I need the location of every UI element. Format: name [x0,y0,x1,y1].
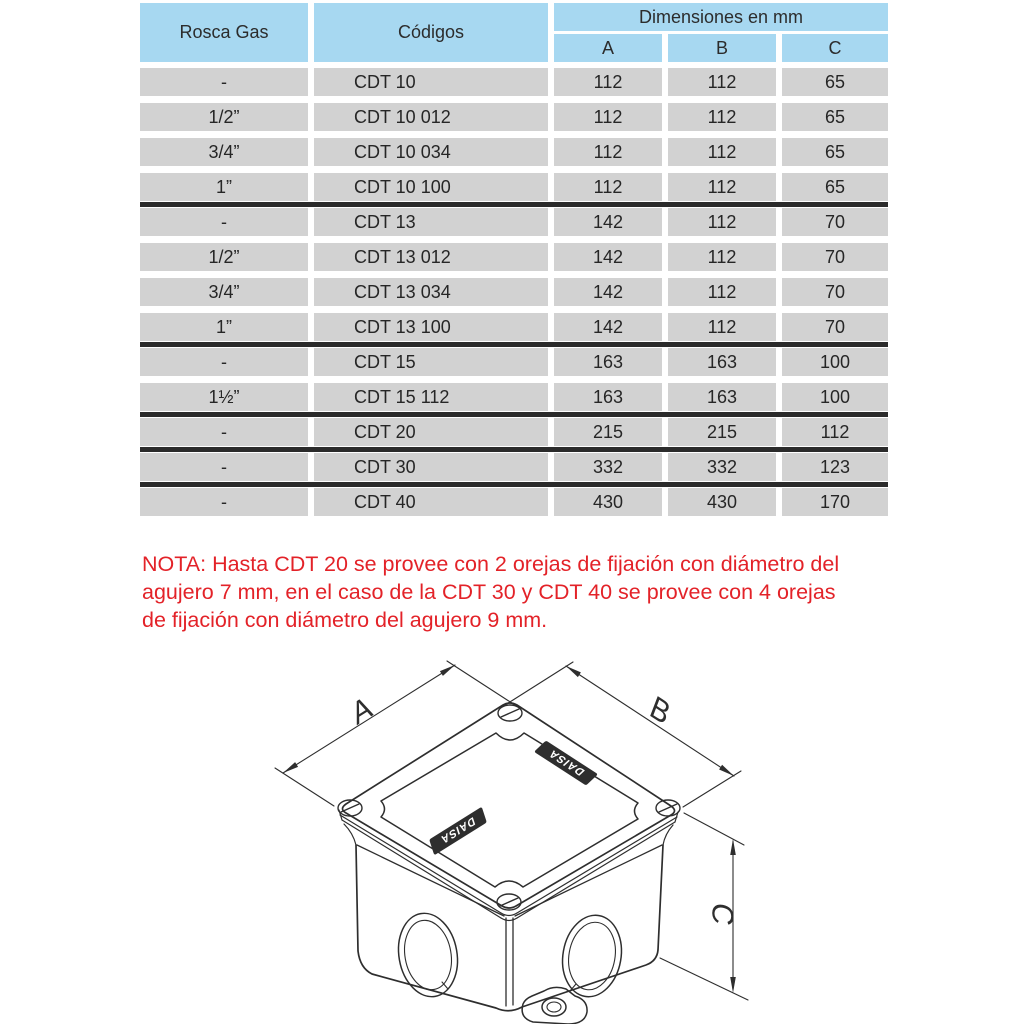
cell-b: 112 [668,173,776,201]
knockout-left [392,909,464,1002]
table-header [140,3,888,62]
cell-rosca: - [140,68,308,96]
table-row [140,418,888,446]
junction-box-svg [270,655,760,1024]
cell-codigo: CDT 30 [314,453,548,481]
header-col-a: A [554,34,662,62]
cell-c: 65 [782,173,888,201]
header-col-c: C [782,34,888,62]
cell-a: 142 [554,278,662,306]
table-row [140,103,888,131]
cell-rosca: - [140,418,308,446]
cell-rosca: 1” [140,173,308,201]
cell-rosca: 3/4” [140,138,308,166]
group-separator [140,447,888,452]
cell-c: 123 [782,453,888,481]
group-separator [140,482,888,487]
nota-line-1: NOTA: Hasta CDT 20 se provee con 2 orejas de fijación con diámetro del [142,552,840,576]
cell-c: 100 [782,348,888,376]
cell-codigo: CDT 20 [314,418,548,446]
cell-rosca: 1/2” [140,243,308,271]
cell-rosca: - [140,453,308,481]
cell-a: 163 [554,348,662,376]
cell-codigo: CDT 13 034 [314,278,548,306]
cell-b: 112 [668,208,776,236]
table-row [140,68,888,96]
cell-c: 170 [782,488,888,516]
cell-c: 100 [782,383,888,411]
cell-rosca: 1½” [140,383,308,411]
cell-c: 70 [782,243,888,271]
brand-plate-top [534,740,598,785]
junction-box-diagram [270,655,760,1024]
cell-b: 112 [668,68,776,96]
nota-line-2: agujero 7 mm, en el caso de la CDT 30 y CDT 40 se provee con 4 orejas [142,580,836,604]
lid-screws [338,705,680,910]
cell-b: 112 [668,103,776,131]
cell-rosca: 1/2” [140,103,308,131]
header-dimensiones: Dimensiones en mm [554,3,888,31]
table-row [140,488,888,516]
table-row [140,348,888,376]
cell-codigo: CDT 15 [314,348,548,376]
group-separator [140,412,888,417]
cell-codigo: CDT 13 [314,208,548,236]
cell-a: 112 [554,138,662,166]
lid-outline [339,703,678,921]
cell-c: 65 [782,103,888,131]
cell-a: 142 [554,313,662,341]
cell-codigo: CDT 13 100 [314,313,548,341]
dim-label-b: B [645,689,675,733]
header-codigos: Códigos [314,3,548,62]
spec-table [140,3,888,516]
cell-c: 70 [782,208,888,236]
cell-codigo: CDT 13 012 [314,243,548,271]
cell-a: 112 [554,173,662,201]
cell-codigo: CDT 10 012 [314,103,548,131]
table-body [140,68,888,516]
cell-b: 112 [668,138,776,166]
cell-rosca: 1” [140,313,308,341]
screw-icon [498,705,522,721]
cell-a: 430 [554,488,662,516]
cell-a: 215 [554,418,662,446]
brand-text-front: DAISA [439,813,477,847]
cell-c: 65 [782,138,888,166]
nota-line-3: de fijación con diámetro del agujero 9 mm. [142,608,548,632]
cell-codigo: CDT 10 [314,68,548,96]
header-col-b: B [668,34,776,62]
group-separator [140,202,888,207]
table-row [140,208,888,236]
group-separator [140,342,888,347]
table-row [140,453,888,481]
table-row [140,313,888,341]
cell-a: 332 [554,453,662,481]
cell-rosca: - [140,208,308,236]
table-row [140,383,888,411]
header-rosca-gas: Rosca Gas [140,3,308,62]
cell-a: 112 [554,103,662,131]
cell-a: 112 [554,68,662,96]
cell-c: 70 [782,313,888,341]
cell-b: 163 [668,383,776,411]
cell-codigo: CDT 10 100 [314,173,548,201]
table-row [140,243,888,271]
table-row [140,138,888,166]
dimension-a [275,661,518,806]
cell-c: 112 [782,418,888,446]
cell-b: 112 [668,278,776,306]
screw-icon [656,800,680,816]
cell-a: 142 [554,243,662,271]
table-row [140,278,888,306]
cell-b: 332 [668,453,776,481]
cell-b: 430 [668,488,776,516]
dim-label-c: C [705,900,739,928]
cell-codigo: CDT 15 112 [314,383,548,411]
cell-a: 142 [554,208,662,236]
cell-c: 70 [782,278,888,306]
dim-label-a: A [347,690,377,732]
cell-c: 65 [782,68,888,96]
cell-b: 112 [668,313,776,341]
cell-b: 215 [668,418,776,446]
cell-rosca: - [140,348,308,376]
cell-rosca: - [140,488,308,516]
cell-rosca: 3/4” [140,278,308,306]
brand-plate-front [429,807,487,856]
knockout-right [556,911,627,1002]
cell-codigo: CDT 40 [314,488,548,516]
cell-a: 163 [554,383,662,411]
nota-text [142,550,902,634]
brand-text-top: DAISA [545,747,588,778]
cell-codigo: CDT 10 034 [314,138,548,166]
table-row [140,173,888,201]
dimension-b [502,662,741,807]
cell-b: 112 [668,243,776,271]
cell-b: 163 [668,348,776,376]
